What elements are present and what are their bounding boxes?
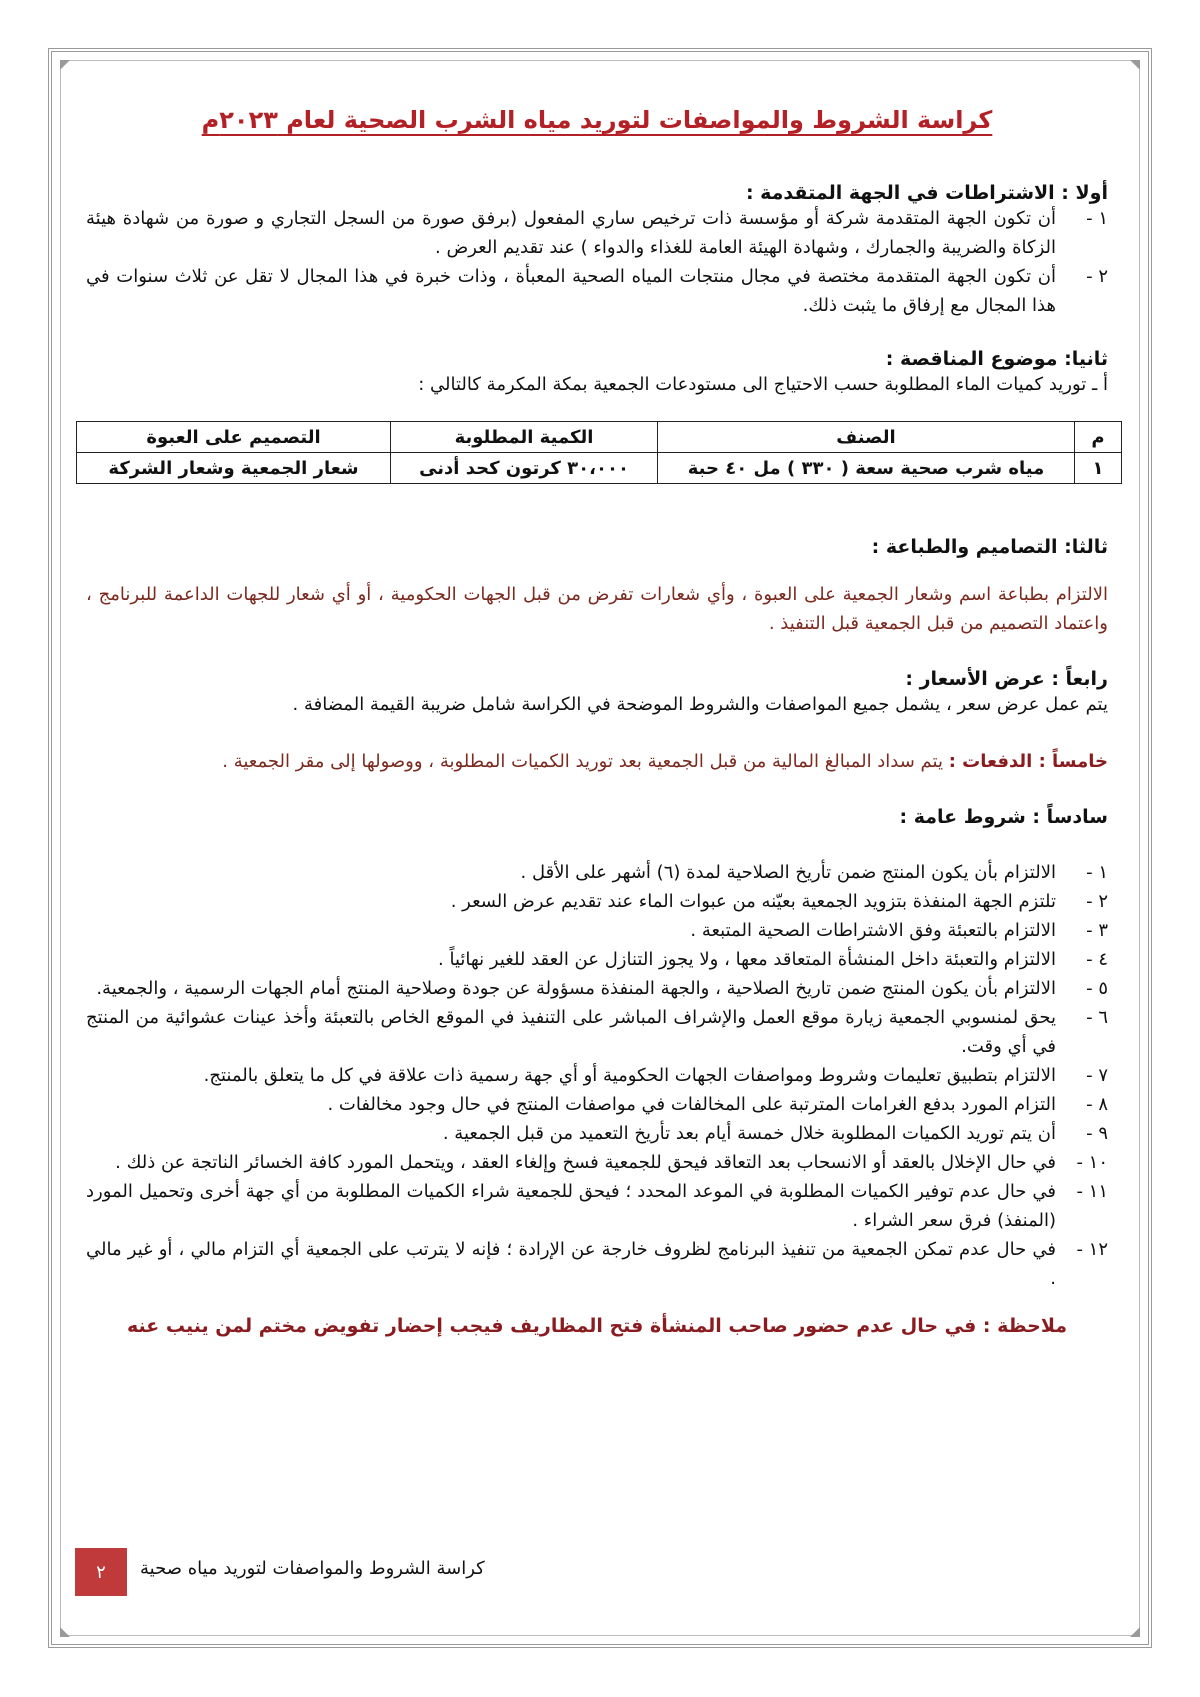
section-requirements bbox=[86, 182, 1108, 320]
section-text: يتم عمل عرض سعر ، يشمل جميع المواصفات والشروط الموضحة في الكراسة شامل ضريبة القيمة المضافة . bbox=[292, 694, 1108, 715]
list-item bbox=[86, 974, 1108, 1003]
section-text: يتم سداد المبالغ المالية من قبل الجمعية بعد توريد الكميات المطلوبة ، ووصولها إلى مقر الجمعية . bbox=[222, 751, 943, 772]
section-general-terms bbox=[86, 806, 1108, 1293]
item-number: ٣ - bbox=[1086, 920, 1108, 941]
list-item bbox=[86, 887, 1108, 916]
corner-ornament bbox=[60, 60, 70, 70]
item-text: في حال الإخلال بالعقد أو الانسحاب بعد التعاقد فيحق للجمعية فسخ وإلغاء العقد ، ويتحمل المورد كافة الخسائر الناتجة عن ذلك . bbox=[115, 1152, 1056, 1173]
section-heading: ثانيا: موضوع المناقصة : bbox=[885, 348, 1108, 370]
list-item bbox=[86, 1003, 1108, 1061]
corner-ornament bbox=[1130, 60, 1140, 70]
list-item bbox=[86, 858, 1108, 887]
list-item bbox=[86, 1148, 1108, 1177]
items-table bbox=[76, 421, 1122, 484]
item-number: ٢ - bbox=[1086, 266, 1108, 287]
item-text: يحق لمنسوبي الجمعية زيارة موقع العمل والإشراف المباشر على التنفيذ في الموقع الخاص بالتعبئة وأخذ عينات عشوائية من المنتج في أي وقت. bbox=[86, 1007, 1056, 1057]
document-title bbox=[86, 106, 1108, 134]
item-text: في حال عدم توفير الكميات المطلوبة في الموعد المحدد ؛ فيحق للجمعية شراء الكميات المطلوبة من أي جهة أخرى وتحميل المورد (المنفذ) فرق سعر الشراء . bbox=[86, 1181, 1056, 1231]
section-heading: ثالثا: التصاميم والطباعة : bbox=[871, 536, 1108, 558]
column-header: م bbox=[1075, 422, 1122, 453]
item-text: الالتزام بأن يكون المنتج ضمن تاريخ الصلاحية ، والجهة المنفذة مسؤولة عن جودة وصلاحية المنتج أمام الجهات الرسمية ، والجمعية. bbox=[96, 978, 1056, 999]
list-item bbox=[86, 262, 1108, 320]
item-number: ٩ - bbox=[1086, 1123, 1108, 1144]
section-heading: أولا : الاشتراطات في الجهة المتقدمة : bbox=[745, 182, 1108, 204]
item-text: الالتزام بالتعبئة وفق الاشتراطات الصحية المتبعة . bbox=[690, 920, 1056, 941]
item-number: ١٠ - bbox=[1076, 1152, 1108, 1173]
item-number: ١١ - bbox=[1076, 1181, 1108, 1202]
note-text: ملاحظة : في حال عدم حضور صاحب المنشأة فتح المظاريف فيجب إحضار تفويض مختم لمن ينيب عنه bbox=[126, 1315, 1068, 1337]
item-number: ١ - bbox=[1086, 208, 1108, 229]
list-item bbox=[86, 916, 1108, 945]
item-text: أن تكون الجهة المتقدمة مختصة في مجال منتجات المياه الصحية المعبأة ، وذات خبرة في هذا المجال لا تقل عن ثلاث سنوات في هذا المجال مع إرفاق ما يثبت ذلك. bbox=[86, 266, 1056, 316]
item-number: ٢ - bbox=[1086, 891, 1108, 912]
column-header: التصميم على العبوة bbox=[77, 422, 391, 453]
item-number: ٤ - bbox=[1086, 949, 1108, 970]
table-cell: ٣٠،٠٠٠ كرتون كحد أدنى bbox=[391, 453, 658, 484]
section-heading: خامساً : الدفعات : bbox=[948, 751, 1108, 772]
list-item bbox=[86, 1119, 1108, 1148]
list-item bbox=[86, 1061, 1108, 1090]
item-number: ١ - bbox=[1086, 862, 1108, 883]
section-intro: أ ـ توريد كميات الماء المطلوبة حسب الاحتياج الى مستودعات الجمعية بمكة المكرمة كالتالي : bbox=[418, 374, 1108, 395]
section-payments bbox=[86, 747, 1108, 776]
list-item bbox=[86, 204, 1108, 262]
section-tender-subject bbox=[86, 348, 1108, 484]
section-text: الالتزام بطباعة اسم وشعار الجمعية على العبوة ، وأي شعارات تفرض من قبل الجهات الحكومية ، أو أي شعار للجهات الداعمة للبرنامج ، واعتماد التصميم من قبل الجمعية قبل التنفيذ . bbox=[86, 584, 1108, 634]
footer-caption: كراسة الشروط والمواصفات لتوريد مياه صحية bbox=[140, 1558, 485, 1579]
section-heading: رابعاً : عرض الأسعار : bbox=[905, 668, 1108, 690]
table-cell: شعار الجمعية وشعار الشركة bbox=[77, 453, 391, 484]
item-text: أن تكون الجهة المتقدمة شركة أو مؤسسة ذات ترخيص ساري المفعول (برفق صورة من السجل التجاري و صورة من شهادة هيئة الزكاة والضريبة والجمارك ، وشهادة الهيئة العامة للغذاء والدواء ) عند تقديم العرض . bbox=[86, 208, 1056, 258]
list-item bbox=[86, 1235, 1108, 1293]
item-text: تلتزم الجهة المنفذة بتزويد الجمعية بعيّنه من عبوات الماء عند تقديم عرض السعر . bbox=[450, 891, 1056, 912]
document-body bbox=[86, 100, 1108, 1337]
item-number: ١٢ - bbox=[1076, 1239, 1108, 1260]
list-item bbox=[86, 1090, 1108, 1119]
table-cell: مياه شرب صحية سعة ( ٣٣٠ ) مل ٤٠ حبة bbox=[658, 453, 1075, 484]
document-title-text: كراسة الشروط والمواصفات لتوريد مياه الشرب الصحية لعام ٢٠٢٣م bbox=[201, 106, 993, 134]
section-price-offer bbox=[86, 668, 1108, 719]
list-item bbox=[86, 945, 1108, 974]
table-cell: ١ bbox=[1075, 453, 1122, 484]
item-number: ٥ - bbox=[1086, 978, 1108, 999]
list-item bbox=[86, 1177, 1108, 1235]
item-text: أن يتم توريد الكميات المطلوبة خلال خمسة أيام بعد تأريخ التعميد من قبل الجمعية . bbox=[442, 1123, 1056, 1144]
item-text: الالتزام بأن يكون المنتج ضمن تأريخ الصلاحية لمدة (٦) أشهر على الأقل . bbox=[520, 862, 1056, 883]
item-text: الالتزام بتطبيق تعليمات وشروط ومواصفات الجهات الحكومية أو أي جهة رسمية ذات علاقة في كل ما يتعلق بالمنتج. bbox=[203, 1065, 1056, 1086]
item-text: التزام المورد بدفع الغرامات المترتبة على المخالفات في مواصفات المنتج في حال وجود مخالفات . bbox=[327, 1094, 1056, 1115]
item-number: ٧ - bbox=[1086, 1065, 1108, 1086]
item-text: في حال عدم تمكن الجمعية من تنفيذ البرنامج لظروف خارجة عن الإرادة ؛ فإنه لا يترتب على الجمعية أي التزام مالي ، أو غير مالي . bbox=[86, 1239, 1056, 1289]
item-number: ٦ - bbox=[1086, 1007, 1108, 1028]
table-header-row bbox=[77, 422, 1122, 453]
section-design-printing bbox=[86, 536, 1108, 638]
table-row bbox=[77, 453, 1122, 484]
item-text: الالتزام والتعبئة داخل المنشأة المتعاقد معها ، ولا يجوز التنازل عن العقد للغير نهائياً . bbox=[438, 949, 1056, 970]
corner-ornament bbox=[1130, 1627, 1140, 1637]
corner-ornament bbox=[60, 1627, 70, 1637]
column-header: الكمية المطلوبة bbox=[391, 422, 658, 453]
column-header: الصنف bbox=[658, 422, 1075, 453]
item-number: ٨ - bbox=[1086, 1094, 1108, 1115]
page-number-badge: ٢ bbox=[75, 1548, 127, 1596]
section-payments-line bbox=[86, 747, 1108, 776]
section-heading: سادساً : شروط عامة : bbox=[899, 806, 1108, 828]
